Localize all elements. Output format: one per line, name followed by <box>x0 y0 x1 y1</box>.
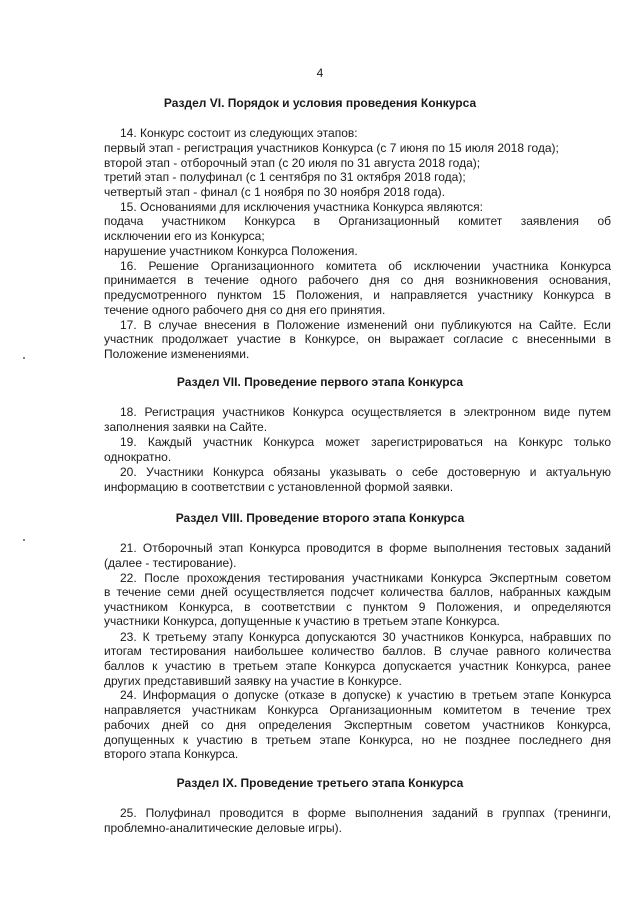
text-line: исключении его из Конкурса; <box>104 229 265 243</box>
text-line: участником Конкурса, в соответствии с пунктом 9 Положения, и определяются <box>104 600 611 614</box>
text-line: третий этап - полуфинал (с 1 сентября по 31 октября 2018 года); <box>104 170 466 184</box>
text-line: второй этап - отборочный этап (с 20 июля по 31 августа 2018 года); <box>104 156 481 170</box>
text-line: четвертый этап - финал (с 1 ноября по 30 ноября 2018 года). <box>104 185 445 199</box>
text-line: баллов к участию в третьем этапе Конкурса допускается участник Конкурса, ранее <box>104 659 611 673</box>
text-line: информацию в соответствии с установленной формой заявки. <box>104 480 454 494</box>
text-line: проблемно-аналитические деловые игры). <box>104 821 342 835</box>
text-line: участник продолжает участие в Конкурсе, он выражает согласие с внесенными в <box>104 332 611 346</box>
text-line: течение одного рабочего дня со дня его принятия. <box>104 303 386 317</box>
text-line: других представивший заявку на участие в Конкурсе. <box>104 674 402 688</box>
text-line: участники Конкурса, допущенные к участию в третьем этапе Конкурса. <box>104 614 500 628</box>
text-line: второго этапа Конкурса. <box>104 747 239 761</box>
scan-speck <box>23 539 25 541</box>
text-line: 16. Решение Организационного комитета об исключении участника Конкурса <box>120 259 611 273</box>
text-line: нарушение участником Конкурса Положения. <box>104 244 358 258</box>
text-line: принимается в течение одного рабочего дня со дня возникновения основания, <box>104 273 611 287</box>
page-number: 4 <box>316 66 324 80</box>
text-line: 20. Участники Конкурса обязаны указывать о себе достоверную и актуальную <box>120 465 611 479</box>
text-line: заполнения заявки на Сайте. <box>104 420 268 434</box>
text-line: однократно. <box>104 450 172 464</box>
scan-speck <box>23 357 25 359</box>
text-line: 19. Каждый участник Конкурса может зарегистрироваться на Конкурс только <box>120 435 611 449</box>
text-line: допущенных к участию в третьем этапе Конкурса, но не позднее последнего дня <box>104 733 611 747</box>
text-line: (далее - тестирование). <box>104 556 237 570</box>
text-line: Положение изменениями. <box>104 347 250 361</box>
text-line: 14. Конкурс состоит из следующих этапов: <box>120 126 358 140</box>
text-line: первый этап - регистрация участников Конкурса (с 7 июня по 15 июля 2018 года); <box>104 141 559 155</box>
text-line: 23. К третьему этапу Конкурса допускаются 30 участников Конкурса, набравших по <box>120 630 611 644</box>
text-line: 24. Информация о допуске (отказе в допуске) к участию в третьем этапе Конкурса <box>120 688 611 702</box>
text-line: итогам тестирования наибольшее количество баллов. В случае равного количества <box>104 644 611 658</box>
text-line: 15. Основаниями для исключения участника Конкурса являются: <box>120 200 483 214</box>
text-line: 18. Регистрация участников Конкурса осуществляется в электронном виде путем <box>120 405 611 419</box>
text-line: 17. В случае внесения в Положение изменений они публикуются на Сайте. Если <box>120 318 611 332</box>
section-9-heading: Раздел IX. Проведение третьего этапа Конкурса <box>176 776 464 790</box>
text-line: 22. После прохождения тестирования участниками Конкурса Экспертным советом <box>120 571 611 585</box>
text-line: 25. Полуфинал проводится в форме выполнения заданий в группах (тренинги, <box>120 806 611 820</box>
section-6-heading: Раздел VI. Порядок и условия проведения Конкурса <box>163 96 477 110</box>
text-line: предусмотренного пунктом 15 Положения, и направляется участнику Конкурса в <box>104 288 611 302</box>
section-8-heading: Раздел VIII. Проведение второго этапа Конкурса <box>175 511 465 525</box>
text-line: в течение семи дней осуществляется подсчет количества баллов, набранных каждым <box>104 585 611 599</box>
text-line: направляется участникам Конкурса Организационным комитетом в течение трех <box>104 703 611 717</box>
section-7-heading: Раздел VII. Проведение первого этапа Конкурса <box>176 375 464 389</box>
text-line: рабочих дней со дня определения Экспертным советом участников Конкурса, <box>104 718 611 732</box>
text-line: подача участником Конкурса в Организационный комитет заявления об <box>104 214 611 228</box>
text-line: 21. Отборочный этап Конкурса проводится в форме выполнения тестовых заданий <box>120 541 611 555</box>
